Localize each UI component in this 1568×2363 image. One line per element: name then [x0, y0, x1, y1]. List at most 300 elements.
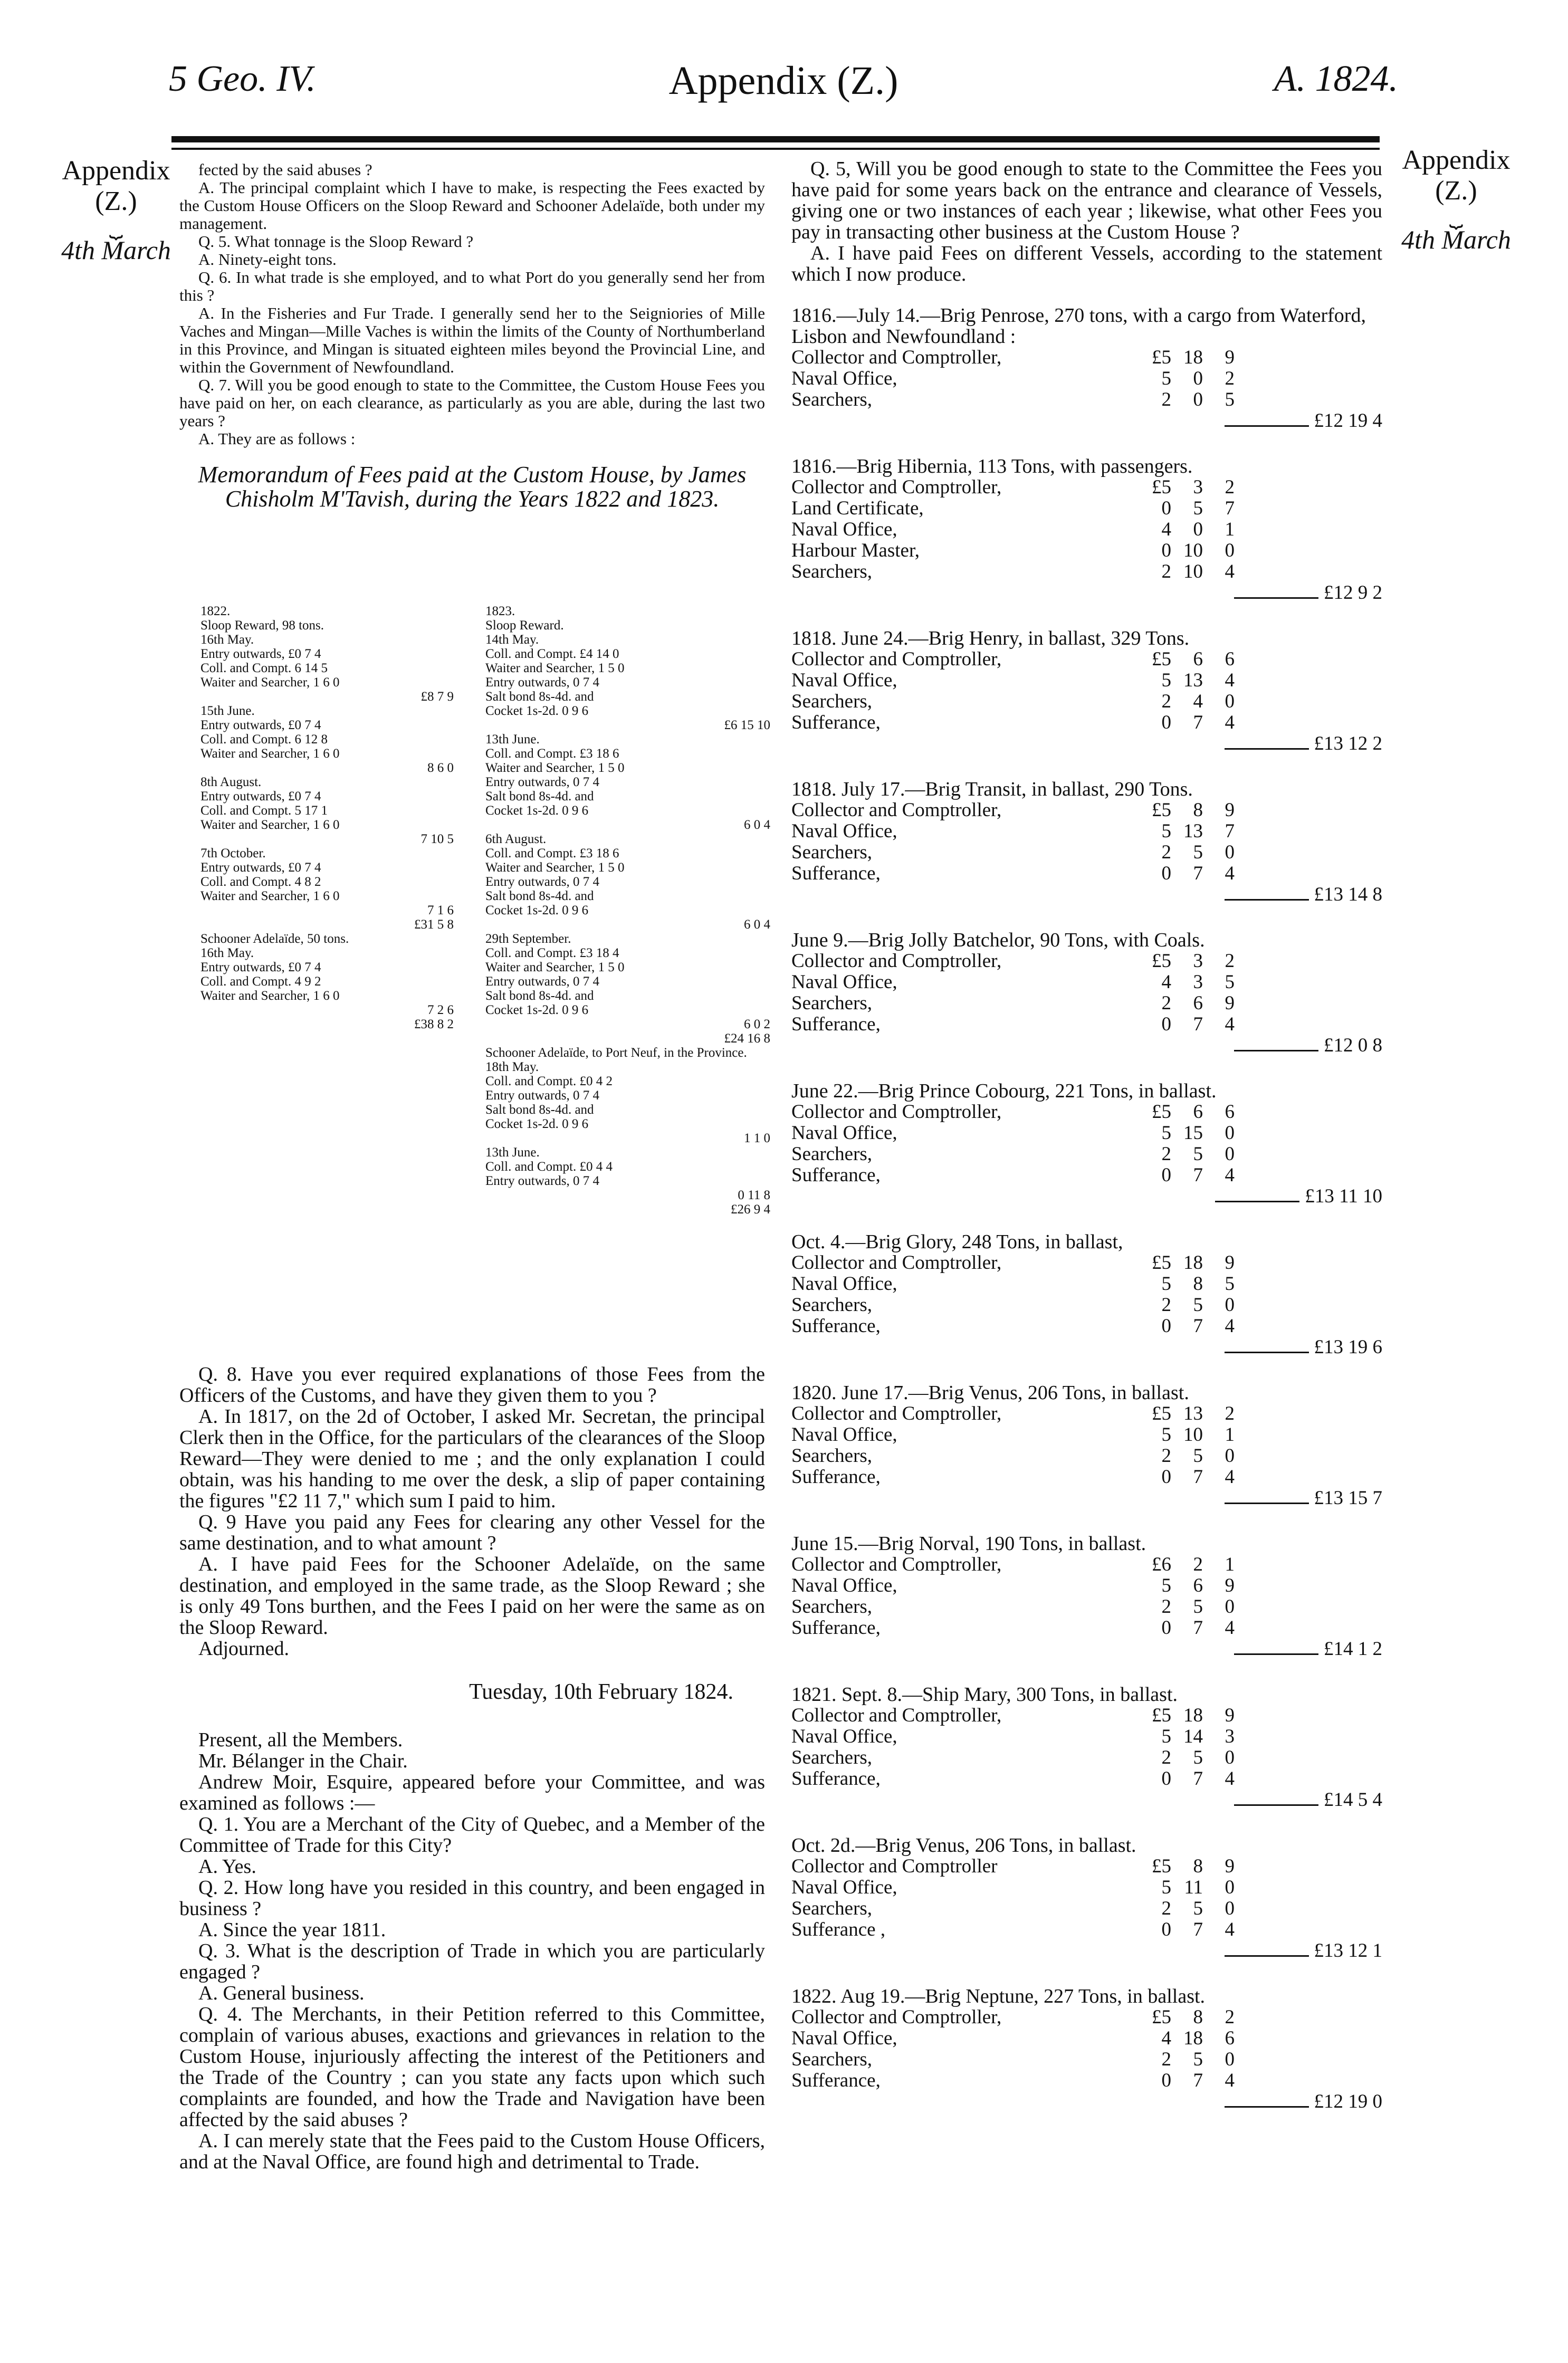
left-after-text: [179, 1729, 765, 2173]
fee-spacer: [1235, 1919, 1382, 1940]
memo-line: Salt bond 8s-4d. and: [485, 889, 594, 903]
paragraph: Present, all the Members.: [198, 1729, 403, 1751]
fee-spacer: [1235, 1295, 1382, 1316]
fee-row: [791, 972, 1382, 993]
fee-entry-heading: June 15.—Brig Norval, 190 Tons, in ballast.: [791, 1533, 1146, 1555]
fee-label: Searchers,: [791, 1596, 873, 1618]
fee-label: Sufferance,: [791, 1466, 881, 1488]
fee-entry-heading: 1822. Aug 19.—Brig Neptune, 227 Tons, in ballast.: [791, 1985, 1206, 2007]
fee-amount: 7: [1193, 712, 1203, 733]
memo-line: Salt bond 8s-4d. and: [485, 989, 594, 1003]
fee-row: [791, 1316, 1382, 1337]
fee-amount: 5: [1161, 1877, 1171, 1898]
fee-amount: 2: [1161, 1294, 1171, 1316]
fee-total: [791, 1186, 1382, 1207]
memo-line: Waiter and Searcher, 1 6 0: [200, 818, 340, 832]
fee-label: Collector and Comptroller: [791, 1855, 998, 1877]
fee-label: Naval Office,: [791, 1726, 897, 1747]
memo-line: 16th May.: [200, 633, 254, 647]
brace-ornament: ⏟: [109, 213, 123, 238]
fee-amount: 4: [1225, 2070, 1235, 2091]
fee-spacer: [1235, 821, 1382, 842]
fee-total: [791, 410, 1382, 432]
left-lower-column: [179, 1364, 765, 2173]
fee-row: [791, 863, 1382, 884]
margin-title: Appendix: [1402, 145, 1510, 175]
fee-amount: 7: [1225, 498, 1235, 519]
fee-label: Sufferance,: [791, 1315, 881, 1337]
fee-row: [791, 1898, 1382, 1919]
fee-entry: [791, 305, 1382, 432]
fee-label: Collector and Comptroller,: [791, 1554, 1002, 1575]
paragraph: A. In 1817, on the 2d of October, I asked Mr. Secretan, the principal Clerk then in the Office, for the particulars of the clearances of the Sloop Reward—They were denied to me ; and the only explanation I could obtain, was his handing to me over the desk, a slip of paper containing the figures "£2 11 7," which sum I paid to him.: [179, 1405, 765, 1512]
fee-amount: 6: [1193, 1575, 1203, 1596]
fee-amount: 0: [1193, 389, 1203, 410]
fee-row: [791, 1144, 1382, 1165]
header-rule-thin: [171, 148, 1380, 150]
fee-row: [791, 1123, 1382, 1144]
memo-line: 14th May.: [485, 633, 539, 647]
fee-spacer: [1235, 540, 1382, 561]
fee-amount: 7: [1193, 2070, 1203, 2091]
memo-line: 1 1 0: [744, 1131, 770, 1145]
fee-label: Naval Office,: [791, 1273, 897, 1295]
fee-label: Sufferance ,: [791, 1919, 886, 1940]
fee-amount: 2: [1161, 1445, 1171, 1467]
fee-row: [791, 1575, 1382, 1596]
fee-spacer: [1235, 1144, 1382, 1165]
memo-line: 13th June.: [485, 732, 540, 747]
fee-amount: 6: [1193, 648, 1203, 670]
margin-note-left: [47, 156, 185, 265]
fee-amount: 5: [1193, 1596, 1203, 1618]
fee-amount: 4: [1225, 1919, 1235, 1940]
fee-entry-heading: 1818. June 24.—Brig Henry, in ballast, 329 Tons.: [791, 627, 1190, 649]
fee-amount: 1: [1225, 519, 1235, 540]
fee-amount: 9: [1225, 1855, 1235, 1877]
fee-row: [791, 1596, 1382, 1618]
fee-amount: 5: [1161, 1575, 1171, 1596]
fee-amount: 4: [1225, 1164, 1235, 1186]
brace-ornament: ⏟: [1449, 202, 1464, 228]
fee-label: Naval Office,: [791, 368, 897, 389]
memo-line: Coll. and Compt. £4 14 0: [485, 647, 619, 661]
fee-spacer: [1235, 519, 1382, 540]
fee-amount: 0: [1161, 712, 1171, 733]
memo-line: Coll. and Compt. 5 17 1: [200, 803, 328, 818]
fee-total: [791, 1790, 1382, 1811]
fee-row: [791, 2049, 1382, 2070]
fee-amount: 6: [1225, 648, 1235, 670]
memo-1822-column: [200, 604, 454, 1031]
fee-row: [791, 1252, 1382, 1274]
memo-line: Waiter and Searcher, 1 5 0: [485, 860, 625, 875]
fee-label: Collector and Comptroller,: [791, 1403, 1002, 1424]
fee-amount: 0: [1161, 1013, 1171, 1035]
memo-line: Waiter and Searcher, 1 6 0: [200, 675, 340, 690]
fee-row: [791, 1768, 1382, 1790]
fee-amount: £5: [1152, 476, 1171, 498]
memo-line: 6 0 4: [744, 818, 770, 832]
fee-spacer: [1235, 951, 1382, 972]
fee-total-value: £13 15 7: [1314, 1487, 1382, 1509]
fee-amount: 6: [1225, 2027, 1235, 2049]
fee-spacer: [1235, 498, 1382, 519]
memo-1823-column: [485, 604, 770, 1217]
fee-spacer: [1235, 561, 1382, 582]
memo-line: £8 7 9: [420, 690, 454, 704]
fee-amount: 5: [1193, 1294, 1203, 1316]
memo-line: Entry outwards, £0 7 4: [200, 647, 321, 661]
memo-line: Entry outwards, 0 7 4: [485, 974, 599, 989]
total-rule: [1225, 1503, 1309, 1504]
left-top-text: [179, 161, 765, 448]
memo-line: £26 9 4: [731, 1202, 770, 1217]
paragraph: A. I have paid Fees on different Vessels, according to the statement which I now produce.: [791, 242, 1382, 285]
paragraph: Q. 6. In what trade is she employed, and to what Port do you generally send her from this ?: [179, 268, 765, 304]
paragraph: A. Since the year 1811.: [198, 1919, 386, 1941]
paragraph: Q. 7. Will you be good enough to state to the Committee, the Custom House Fees you have paid on her, on each clearance, as particularly as you are able, during the last two years ?: [179, 376, 765, 430]
fee-label: Sufferance,: [791, 2070, 881, 2091]
fee-amount: 2: [1193, 1554, 1203, 1575]
fee-entry: [791, 779, 1382, 905]
fee-amount: 2: [1225, 476, 1235, 498]
fee-amount: £5: [1152, 648, 1171, 670]
fee-entry: [791, 1231, 1382, 1358]
fee-entry-heading: 1816.—July 14.—Brig Penrose, 270 tons, with a cargo from Waterford, Lisbon and Newfoundland :: [791, 304, 1366, 348]
fee-row: [791, 1274, 1382, 1295]
fee-amount: 5: [1161, 1122, 1171, 1144]
fee-amount: 4: [1161, 2027, 1171, 2049]
fee-amount: 13: [1183, 1403, 1203, 1424]
fee-label: Naval Office,: [791, 2027, 897, 2049]
fee-spacer: [1235, 1403, 1382, 1424]
fee-amount: 0: [1161, 1315, 1171, 1337]
memo-line: 1822.: [200, 604, 231, 618]
fee-amount: 4: [1225, 669, 1235, 691]
margin-note-right: [1388, 145, 1525, 255]
fee-row: [791, 477, 1382, 498]
fee-amount: 5: [1161, 820, 1171, 842]
fee-amount: 2: [1225, 2006, 1235, 2028]
fee-label: Searchers,: [791, 561, 873, 582]
fee-row: [791, 347, 1382, 368]
fee-total: [791, 2091, 1382, 2112]
fee-amount: 0: [1161, 1466, 1171, 1488]
fee-label: Sufferance,: [791, 1164, 881, 1186]
memo-line: 15th June.: [200, 704, 255, 718]
fee-amount: 8: [1193, 799, 1203, 821]
fee-total-value: £13 19 6: [1314, 1336, 1382, 1358]
fee-amount: 0: [1161, 1919, 1171, 1940]
fee-row: [791, 2028, 1382, 2049]
fee-spacer: [1235, 1165, 1382, 1186]
fee-amount: 2: [1161, 992, 1171, 1014]
fee-entry: [791, 628, 1382, 754]
fee-label: Searchers,: [791, 1294, 873, 1316]
paragraph: A. They are as follows :: [198, 429, 356, 448]
fee-amount: 3: [1225, 1726, 1235, 1747]
fee-amount: 7: [1193, 1013, 1203, 1035]
memo-line: £38 8 2: [414, 1017, 454, 1031]
fee-amount: 0: [1161, 498, 1171, 519]
fee-spacer: [1235, 1877, 1382, 1898]
fee-spacer: [1235, 972, 1382, 993]
fee-label: Collector and Comptroller,: [791, 476, 1002, 498]
fee-amount: 7: [1193, 1617, 1203, 1639]
fee-row: [791, 561, 1382, 582]
fee-amount: 7: [1193, 1919, 1203, 1940]
fee-amount: £5: [1152, 1101, 1171, 1123]
fee-entry: [791, 456, 1382, 604]
fee-amount: 0: [1161, 540, 1171, 561]
fee-amount: 9: [1225, 992, 1235, 1014]
paragraph: Q. 4. The Merchants, in their Petition referred to this Committee, complain of various abuses, exactions and grievances in relation to the Custom House, injuriously affecting the interest of the Petitioners and the Trade of the Country ; can you state any facts upon which such complaints are founded, and how the Trade and Navigation have been affected by the said abuses ?: [179, 2003, 765, 2131]
memo-line: 7th October.: [200, 846, 266, 860]
fee-entry: [791, 1835, 1382, 1962]
fee-amount: 8: [1193, 2006, 1203, 2028]
memo-line: Entry outwards, 0 7 4: [485, 675, 599, 690]
fee-total-value: £14 1 2: [1324, 1638, 1382, 1660]
header-rule-thick: [171, 136, 1380, 142]
paragraph: A. General business.: [198, 1982, 365, 2004]
fee-row: [791, 1877, 1382, 1898]
fee-entry-heading: 1816.—Brig Hibernia, 113 Tons, with passengers.: [791, 455, 1193, 477]
fee-amount: 0: [1225, 1143, 1235, 1165]
fee-amount: 0: [1161, 863, 1171, 884]
fee-entry: [791, 1986, 1382, 2112]
fee-amount: 0: [1225, 2049, 1235, 2070]
fee-total: [791, 884, 1382, 905]
memo-line: Waiter and Searcher, 1 5 0: [485, 661, 625, 675]
fee-total-value: £12 9 2: [1324, 582, 1382, 604]
fee-label: Naval Office,: [791, 669, 897, 691]
memo-line: £24 16 8: [724, 1031, 770, 1046]
fee-entry-heading: June 22.—Brig Prince Cobourg, 221 Tons, in ballast.: [791, 1080, 1217, 1102]
session-date: Tuesday, 10th February 1824.: [469, 1680, 733, 1704]
fee-amount: 18: [1183, 2027, 1203, 2049]
total-rule: [1225, 425, 1309, 427]
total-rule: [1234, 597, 1318, 599]
fee-amount: 5: [1193, 1143, 1203, 1165]
memo-line: Cocket 1s-2d. 0 9 6: [485, 903, 589, 917]
fee-spacer: [1235, 1747, 1382, 1768]
fee-amount: 0: [1225, 691, 1235, 712]
fee-spacer: [1235, 800, 1382, 821]
fee-row: [791, 1165, 1382, 1186]
fee-spacer: [1235, 368, 1382, 389]
fee-amount: 8: [1193, 1855, 1203, 1877]
fee-label: Collector and Comptroller,: [791, 1705, 1002, 1726]
fee-spacer: [1235, 993, 1382, 1014]
memo-line: Schooner Adelaïde, to Port Neuf, in the Province.: [485, 1046, 747, 1060]
fee-amount: 0: [1225, 1122, 1235, 1144]
fee-amount: 10: [1183, 561, 1203, 582]
memo-line: 6 0 2: [744, 1017, 770, 1031]
fee-label: Collector and Comptroller,: [791, 1252, 1002, 1274]
fee-label: Searchers,: [791, 691, 873, 712]
fee-amount: 2: [1161, 2049, 1171, 2070]
total-rule: [1234, 1050, 1318, 1051]
fee-amount: 5: [1161, 368, 1171, 389]
memo-line: Waiter and Searcher, 1 5 0: [485, 761, 625, 775]
fee-label: Collector and Comptroller,: [791, 1101, 1002, 1123]
total-rule: [1225, 1352, 1309, 1353]
fee-row: [791, 1747, 1382, 1768]
fee-row: [791, 993, 1382, 1014]
fee-spacer: [1235, 1252, 1382, 1274]
fee-label: Naval Office,: [791, 519, 897, 540]
fee-amount: £5: [1152, 1403, 1171, 1424]
fee-row: [791, 1424, 1382, 1446]
memo-line: Entry outwards, £0 7 4: [200, 718, 321, 732]
fee-amount: 0: [1225, 1877, 1235, 1898]
fee-row: [791, 1295, 1382, 1316]
fee-amount: 6: [1193, 992, 1203, 1014]
fee-amount: 4: [1225, 1315, 1235, 1337]
fee-amount: 6: [1225, 1101, 1235, 1123]
fee-spacer: [1235, 1705, 1382, 1726]
fee-amount: 2: [1161, 1596, 1171, 1618]
fee-spacer: [1235, 1274, 1382, 1295]
left-column: [179, 161, 765, 527]
fee-spacer: [1235, 1123, 1382, 1144]
memo-line: 18th May.: [485, 1060, 539, 1074]
fee-amount: 0: [1161, 1164, 1171, 1186]
memo-line: Entry outwards, 0 7 4: [485, 875, 599, 889]
fee-total-value: £12 19 4: [1314, 410, 1382, 432]
fee-amount: 7: [1193, 1466, 1203, 1488]
fee-amount: 4: [1161, 971, 1171, 993]
fee-label: Land Certificate,: [791, 498, 924, 519]
total-rule: [1215, 1201, 1299, 1202]
fee-label: Collector and Comptroller,: [791, 2006, 1002, 2028]
memo-line: Coll. and Compt. £3 18 6: [485, 846, 619, 860]
fee-amount: 2: [1161, 561, 1171, 582]
fee-spacer: [1235, 1898, 1382, 1919]
fee-amount: 2: [1161, 691, 1171, 712]
fee-amount: 1: [1225, 1554, 1235, 1575]
paragraph: Q. 5. What tonnage is the Sloop Reward ?: [198, 232, 474, 251]
fee-label: Searchers,: [791, 1747, 873, 1768]
fee-row: [791, 389, 1382, 410]
margin-title: Appendix: [62, 156, 170, 186]
fee-amount: 5: [1161, 1726, 1171, 1747]
fee-row: [791, 540, 1382, 561]
fee-amount: 4: [1225, 712, 1235, 733]
fee-entry-heading: 1818. July 17.—Brig Transit, in ballast, 290 Tons.: [791, 778, 1193, 800]
fee-spacer: [1235, 389, 1382, 410]
fee-spacer: [1235, 649, 1382, 670]
fee-amount: 5: [1225, 1273, 1235, 1295]
fee-amount: 0: [1225, 1294, 1235, 1316]
fee-spacer: [1235, 1446, 1382, 1467]
fee-spacer: [1235, 863, 1382, 884]
memo-line: 1823.: [485, 604, 515, 618]
fee-amount: 9: [1225, 347, 1235, 368]
memo-line: Entry outwards, £0 7 4: [200, 789, 321, 803]
total-rule: [1225, 1955, 1309, 1957]
paragraph: A. The principal complaint which I have to make, is respecting the Fees exacted by the Custom House Officers on the Sloop Reward and Schooner Adelaïde, both under my management.: [179, 178, 765, 233]
fee-row: [791, 498, 1382, 519]
fee-amount: 18: [1183, 347, 1203, 368]
margin-sub: (Z.): [95, 186, 137, 216]
fee-amount: £5: [1152, 347, 1171, 368]
fee-amount: 14: [1183, 1726, 1203, 1747]
fee-spacer: [1235, 2049, 1382, 2070]
fee-row: [791, 1726, 1382, 1747]
fee-amount: 2: [1161, 841, 1171, 863]
memo-line: 8 6 0: [427, 761, 454, 775]
fee-amount: 5: [1225, 971, 1235, 993]
fee-amount: 8: [1193, 1273, 1203, 1295]
fee-row: [791, 2070, 1382, 2091]
fee-row: [791, 1467, 1382, 1488]
fee-spacer: [1235, 1856, 1382, 1877]
fee-label: Harbour Master,: [791, 540, 920, 561]
fee-entry: [791, 1080, 1382, 1207]
fee-label: Searchers,: [791, 1898, 873, 1919]
fee-amount: 4: [1193, 691, 1203, 712]
fee-entry-heading: Oct. 4.—Brig Glory, 248 Tons, in ballast,: [791, 1231, 1123, 1253]
paragraph: Q. 8. Have you ever required explanations of those Fees from the Officers of the Customs, and have they given them to you ?: [179, 1363, 765, 1407]
fee-row: [791, 2007, 1382, 2028]
total-rule: [1234, 1653, 1318, 1655]
fee-row: [791, 712, 1382, 733]
fee-amount: 5: [1193, 2049, 1203, 2070]
right-intro-text: [791, 158, 1382, 285]
fee-row: [791, 368, 1382, 389]
header-title: Appendix (Z.): [668, 59, 898, 103]
memo-line: Cocket 1s-2d. 0 9 6: [485, 1117, 589, 1131]
fee-spacer: [1235, 2028, 1382, 2049]
memo-line: £31 5 8: [414, 917, 454, 932]
fee-row: [791, 1618, 1382, 1639]
memo-line: Waiter and Searcher, 1 5 0: [485, 960, 625, 974]
fee-label: Searchers,: [791, 1445, 873, 1467]
memo-line: 13th June.: [485, 1145, 540, 1160]
fee-spacer: [1235, 1102, 1382, 1123]
memo-line: 16th May.: [200, 946, 254, 960]
memo-line: 7 1 6: [427, 903, 454, 917]
memo-line: Coll. and Compt. £3 18 6: [485, 747, 619, 761]
fee-amount: 5: [1193, 1445, 1203, 1467]
paragraph: A. In the Fisheries and Fur Trade. I generally send her to the Seigniories of Mille Vaches and Mingan—Mille Vaches is within the limits of the County of Northumberland in this Province, and Mingan is situated eighteen miles beyond the Provincial Line, and within the Government of Newfoundland.: [179, 304, 765, 376]
fee-amount: 1: [1225, 1424, 1235, 1446]
fee-label: Naval Office,: [791, 971, 897, 993]
fee-label: Sufferance,: [791, 1617, 881, 1639]
fee-spacer: [1235, 1596, 1382, 1618]
memo-title: Memorandum of Fees paid at the Custom House, by James Chisholm M'Tavish, during the Years 1822 and 1823.: [198, 462, 747, 512]
fee-amount: 10: [1183, 540, 1203, 561]
fee-amount: 18: [1183, 1252, 1203, 1274]
fee-spacer: [1235, 1768, 1382, 1790]
fee-total-value: £12 0 8: [1324, 1035, 1382, 1056]
fee-label: Searchers,: [791, 2049, 873, 2070]
margin-sub: (Z.): [1435, 176, 1477, 206]
fee-amount: 2: [1225, 1403, 1235, 1424]
memo-line: Entry outwards, 0 7 4: [485, 1174, 599, 1188]
fee-row: [791, 1919, 1382, 1940]
memo-line: Entry outwards, £0 7 4: [200, 860, 321, 875]
fee-label: Naval Office,: [791, 820, 897, 842]
paragraph: fected by the said abuses ?: [198, 160, 372, 179]
fee-spacer: [1235, 712, 1382, 733]
fee-amount: 5: [1193, 1898, 1203, 1919]
fee-total: [791, 582, 1382, 604]
fee-entry-heading: Oct. 2d.—Brig Venus, 206 Tons, in ballast.: [791, 1834, 1136, 1857]
fee-amount: 0: [1193, 368, 1203, 389]
